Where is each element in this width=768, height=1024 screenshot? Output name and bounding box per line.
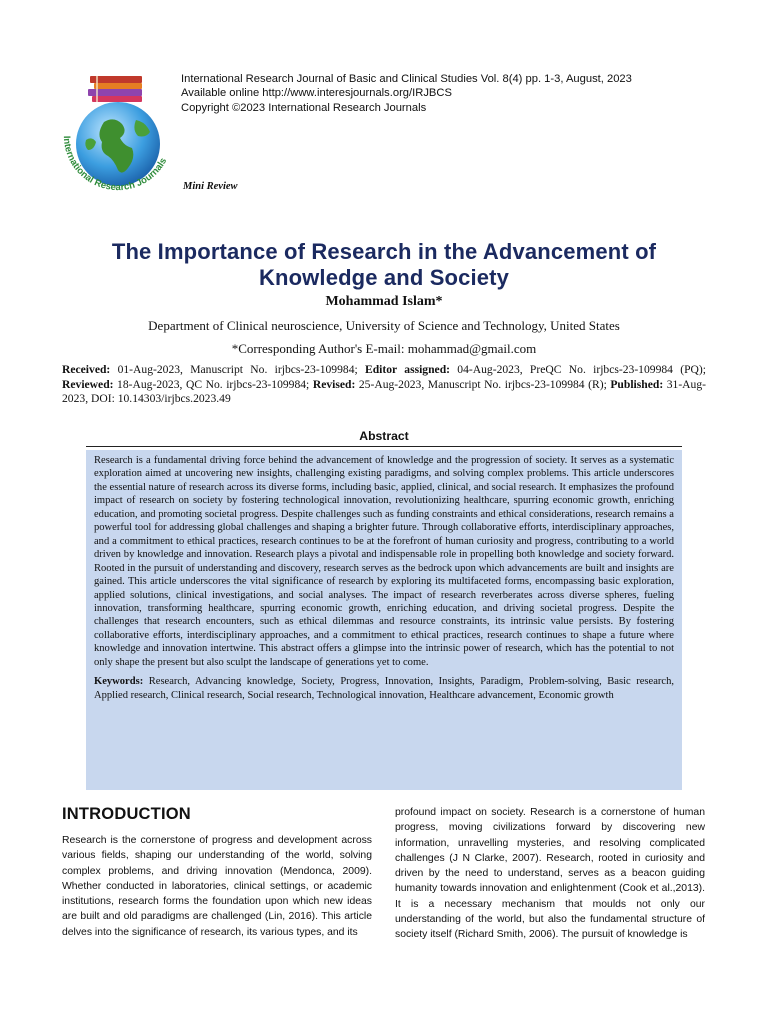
revised-text: 25-Aug-2023, Manuscript No. irjbcs-23-109984 (R); xyxy=(355,377,611,391)
article-type: Mini Review xyxy=(183,181,238,192)
keywords-label: Keywords: xyxy=(94,676,144,688)
title-line-1: The Importance of Research in the Advancement of xyxy=(111,239,657,264)
books-icon xyxy=(88,76,142,102)
journal-header xyxy=(181,72,741,115)
received-label: Received: xyxy=(62,363,111,376)
revised-label: Revised: xyxy=(312,377,356,391)
journal-copyright: Copyright ©2023 International Research Journals xyxy=(181,101,427,114)
received-text: 01-Aug-2023, Manuscript No. irjbcs-23-109984; xyxy=(110,363,365,376)
reviewed-text: 18-Aug-2023, QC No. irjbcs-23-109984; xyxy=(113,377,313,391)
author-name: Mohammad Islam* xyxy=(325,294,443,309)
journal-url[interactable]: Available online http://www.interesjournals.org/IRJBCS xyxy=(181,87,452,100)
abstract-heading: Abstract xyxy=(359,429,409,443)
editor-label: Editor assigned: xyxy=(365,363,451,376)
introduction-left-column: Research is the cornerstone of progress and development across various fields, shaping our understanding of the world, solving complex problems, and driving innovation (Mendonca, 2009). Whether conducted in laboratories, clinical settings, or academic institutions, research forms the foundation upon which new ideas are built and old paradigms are challenged (Lin, 2016). This article delves into the significance of research, its various types, and its xyxy=(62,835,372,938)
abstract-divider xyxy=(86,446,682,447)
introduction-heading: INTRODUCTION xyxy=(62,805,191,823)
publication-dates xyxy=(62,363,706,407)
corresponding-email: *Corresponding Author's E-mail: mohammad@gmail.com xyxy=(231,341,537,356)
reviewed-label: Reviewed: xyxy=(62,377,114,391)
journal-citation: International Research Journal of Basic and Clinical Studies Vol. 8(4) pp. 1-3, August, 2023 xyxy=(181,73,632,85)
author-affiliation: Department of Clinical neuroscience, University of Science and Technology, United States xyxy=(148,318,620,333)
journal-logo xyxy=(56,70,180,200)
published-text: 31-Aug-2023, DOI: 10.14303/irjbcs.2023.49 xyxy=(62,377,707,406)
keywords-text: Research, Advancing knowledge, Society, Progress, Innovation, Insights, Paradigm, Problem-solving, Basic research, Applied research, Clinical research, Social research, Technological innovation, Healthcare advancement, Economic growth xyxy=(94,676,674,701)
title-line-2: Knowledge and Society xyxy=(258,265,510,290)
keywords xyxy=(94,675,674,702)
published-label: Published: xyxy=(610,377,664,391)
logo-text: International Research Journals xyxy=(60,135,170,194)
abstract-box xyxy=(86,450,682,790)
article-title xyxy=(40,239,728,291)
editor-text: 04-Aug-2023, PreQC No. irjbcs-23-109984 (PQ); xyxy=(450,363,707,376)
introduction-right-column: profound impact on society. Research is a cornerstone of human progress, moving civilizations forward by discovering new information, unravelling mysteries, and resolving complicated challenges (J N Clarke, 2007). Research, rooted in curiosity and driven by the need to understand, serves as a beacon guiding humanity towards innovation and enlightenment (Cook et al.,2013). It is a necessary mechanism that moulds not only our understanding of the world, but also the fundamental structure of society itself (Richard Smith, 2006). The pursuit of knowledge is xyxy=(395,807,705,941)
abstract-text: Research is a fundamental driving force behind the advancement of knowledge and the progression of society. It serves as a systematic exploration aimed at uncovering new insights, challenging existing paradigms, and solving complex problems. This article underscores the essential nature of research across its diverse forms, including basic, applied, clinical, and social research. It emphasizes the profound impact of research on society by fostering technological innovation, revolutionizing healthcare, spurring economic growth, enriching education, and promoting societal progress. Despite challenges such as funding constraints and ethical considerations, research remains a powerful tool for addressing global challenges and shaping a brighter future. Through collaborative efforts, interdisciplinary approaches, and a commitment to ethical practices, research continues to be at the forefront of human curiosity and progress, contributing to a world driven by knowledge and innovation. Research plays a pivotal and indispensable role in propelling both knowledge and society forward. Rooted in the pursuit of understanding and discovery, research serves as the bedrock upon which advancements are built and insights are gained. This article underscores the vital significance of research by exploring its multifaceted forms, encompassing basic exploration, applied solutions, clinical investigations, and social analyses. The impact of research reverberates across diverse spheres, fueling innovation, transforming healthcare, spurring economic growth, enriching education, and driving societal progress. Despite the challenges that research encounters, such as ethical dilemmas and resource constraints, its intrinsic value persists. By fostering collaborative efforts, interdisciplinary approaches, and a commitment to ethical practices, research continues to shape a future where knowledge and innovation intertwine. This abstract offers a glimpse into the intrinsic power of research, which has the potential to not only shape the present but also sculpt the landscape of generations yet to come. xyxy=(94,455,674,668)
